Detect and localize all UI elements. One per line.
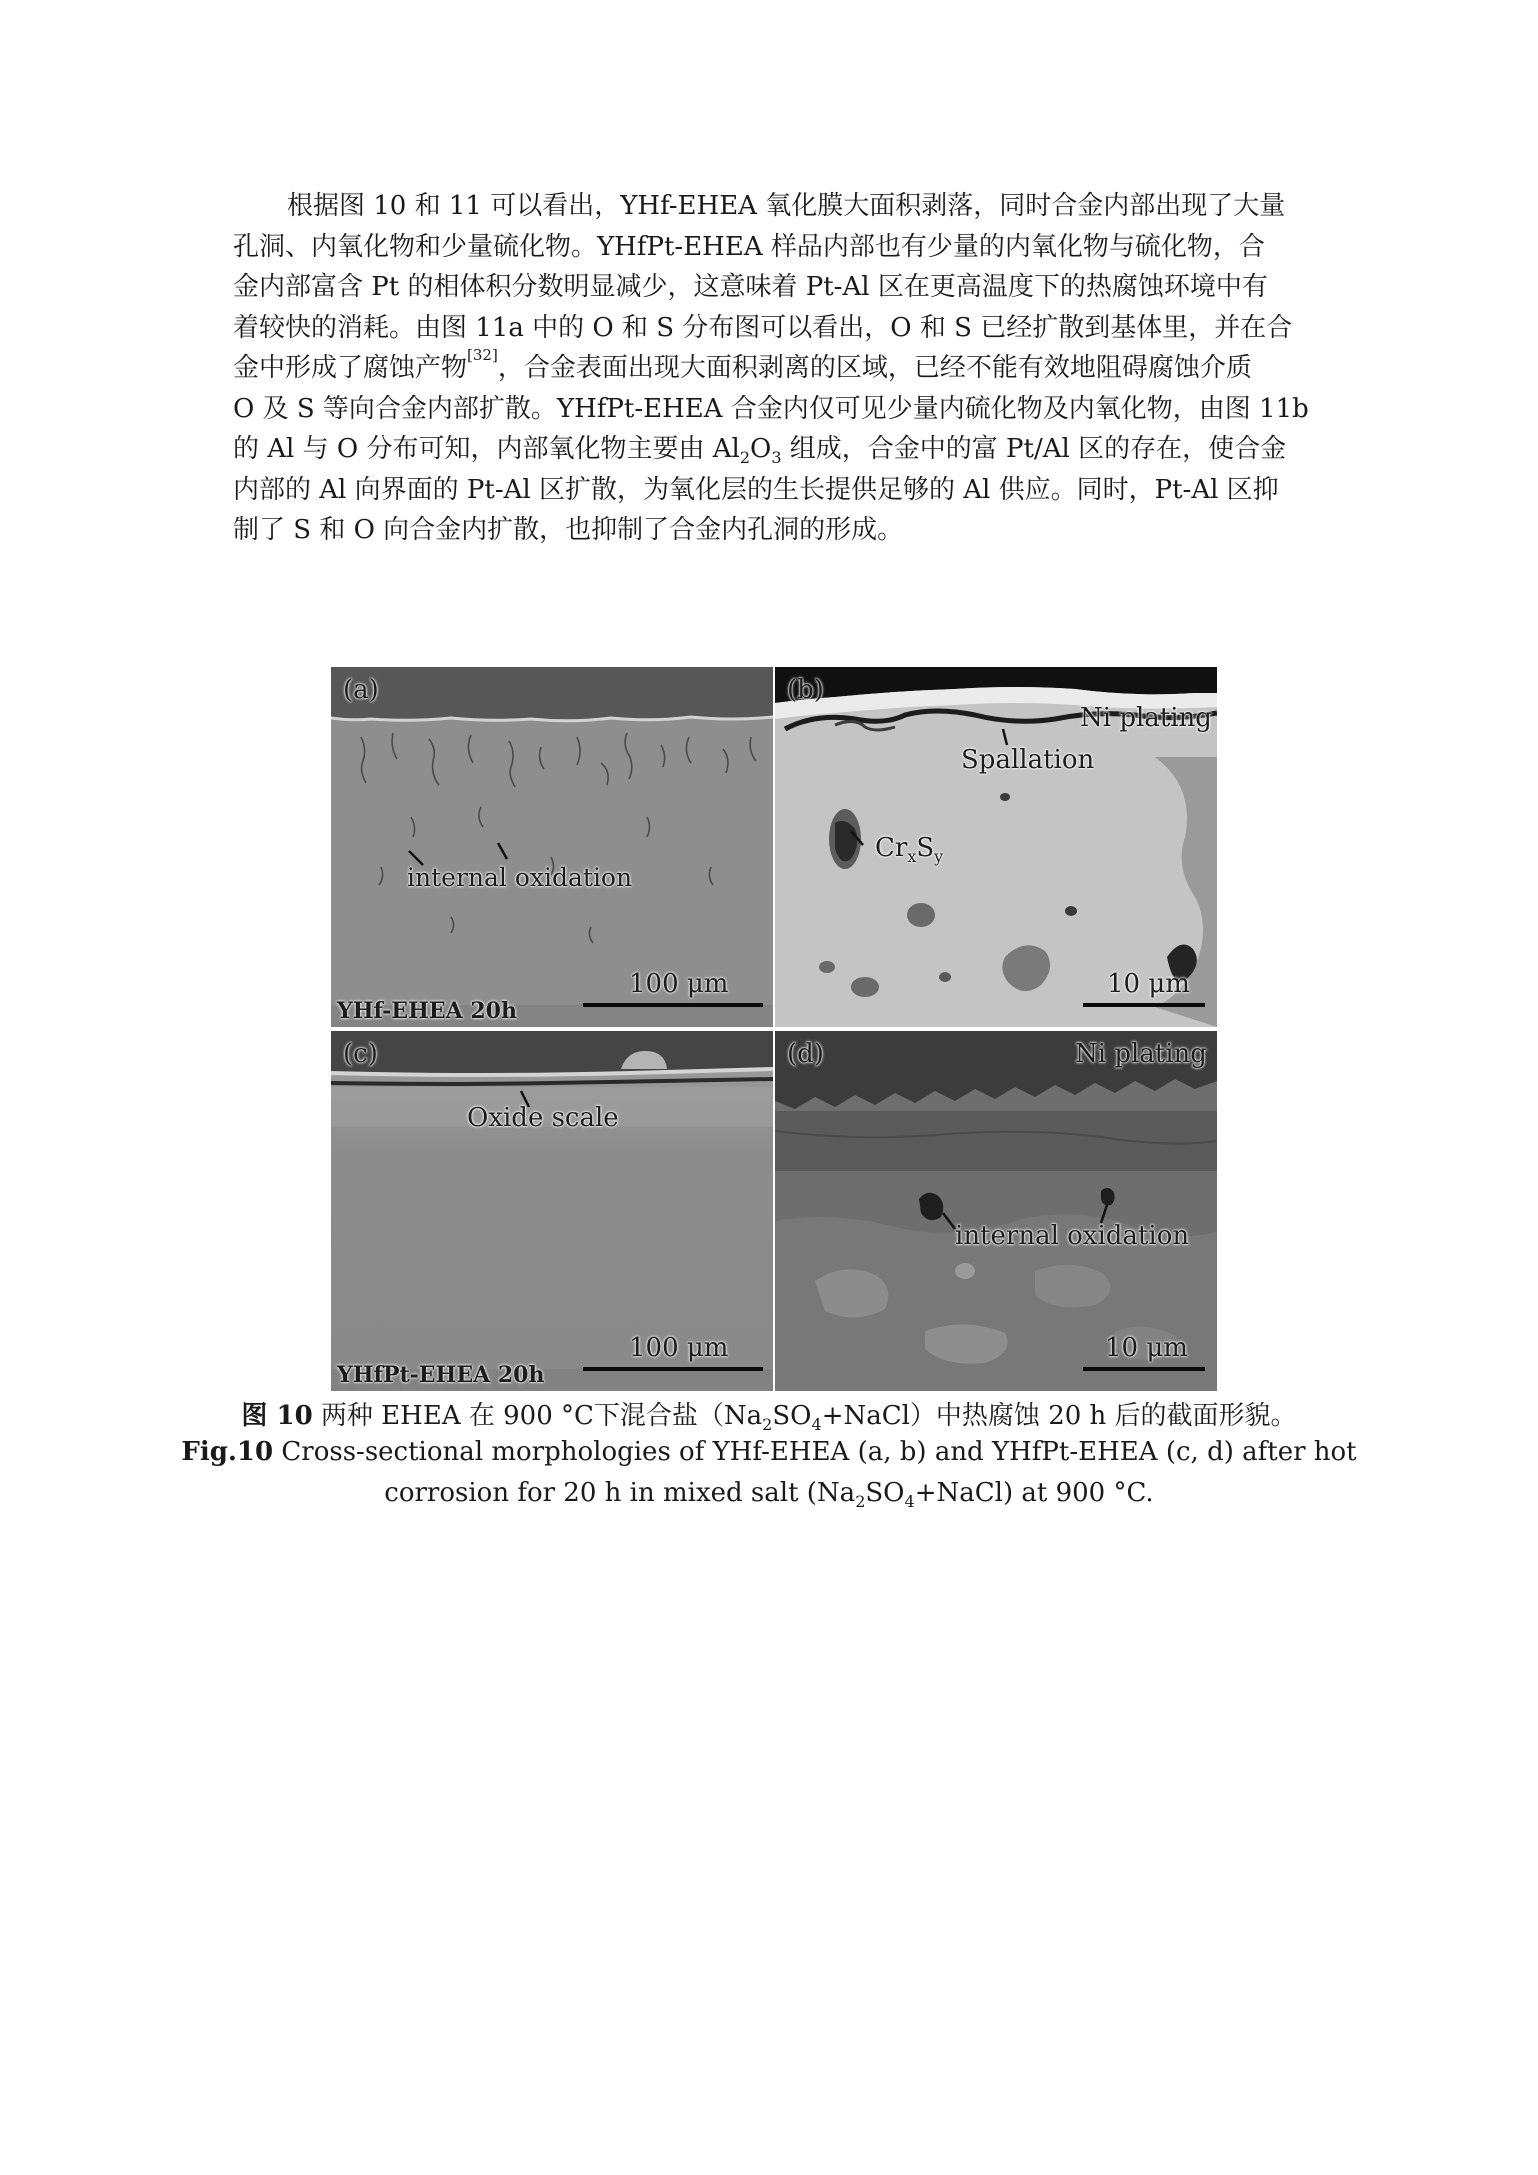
paragraph-line: 金内部富含 Pt 的相体积分数明显减少，这意味着 Pt-Al 区在更高温度下的热腐蚀环境中有 [233, 272, 1268, 302]
subscript: 2 [855, 1492, 866, 1512]
ni-plating-label: Ni plating [1075, 1039, 1207, 1069]
subscript: x [907, 847, 917, 867]
scale-bar-label: 100 μm [629, 969, 729, 999]
scale-bar-label: 100 μm [629, 1333, 729, 1363]
caption-text: SO [772, 1401, 812, 1431]
crs-text: S [916, 833, 935, 863]
figure-caption-en-line2 [0, 1478, 1538, 1510]
figure-caption-en [0, 1437, 1538, 1467]
panel-b [775, 667, 1217, 1027]
scale-bar [583, 1367, 763, 1371]
caption-text: Cross-sectional morphologies of YHf-EHEA (a, b) and YHfPt-EHEA (c, d) after hot [273, 1437, 1357, 1467]
sample-label: YHfPt-EHEA 20h [337, 1362, 545, 1388]
oxide-scale-label: Oxide scale [467, 1103, 619, 1133]
paragraph-line: 根据图 10 和 11 可以看出，YHf-EHEA 氧化膜大面积剥落，同时合金内部出现了大量 [287, 191, 1286, 221]
spallation-label: Spallation [961, 745, 1095, 775]
paragraph-line: 着较快的消耗。由图 11a 中的 O 和 S 分布图可以看出，O 和 S 已经扩散到基体里，并在合 [233, 312, 1293, 343]
caption-text: corrosion for 20 h in mixed salt (Na [384, 1478, 856, 1508]
line-text: 组成，合金中的富 Pt/Al 区的存在，使合金 [781, 434, 1287, 464]
paragraph-line: 制了 S 和 O 向合金内扩散，也抑制了合金内孔洞的形成。 [233, 515, 904, 545]
line-text: ，合金表面出现大面积剥离的区域，已经不能有效地阻碍腐蚀介质 [497, 353, 1252, 383]
subscript: 2 [762, 1415, 773, 1435]
subscript: 4 [811, 1415, 822, 1435]
caption-text: SO [865, 1478, 905, 1508]
subscript: 3 [771, 448, 782, 468]
subscript: y [934, 847, 944, 867]
paragraph-line: 孔洞、内氧化物和少量硫化物。YHfPt-EHEA 样品内部也有少量的内氧化物与硫化物，合 [233, 231, 1265, 262]
panel-d [775, 1031, 1217, 1391]
scale-bar [583, 1003, 763, 1007]
sample-label: YHf-EHEA 20h [337, 998, 517, 1024]
internal-oxidation-label: internal oxidation [955, 1221, 1190, 1251]
body-paragraph [233, 186, 1318, 551]
figure-caption-cn [0, 1395, 1538, 1433]
scale-bar-label: 10 μm [1105, 1333, 1188, 1363]
panel-c [331, 1031, 773, 1391]
line-text: 的 Al 与 O 分布可知，内部氧化物主要由 Al [233, 434, 740, 464]
scale-bar-label: 10 μm [1107, 969, 1190, 999]
panel-a [331, 667, 773, 1027]
panel-label: (c) [343, 1039, 378, 1069]
caption-text: 两种 EHEA 在 900 °C下混合盐（Na [312, 1401, 763, 1431]
crs-text: Cr [875, 833, 908, 863]
subscript: 4 [904, 1492, 915, 1512]
panel-label: (d) [787, 1039, 824, 1069]
caption-label: 图 10 [241, 1401, 313, 1431]
paragraph-line [233, 429, 1318, 470]
paragraph-line [233, 348, 1318, 389]
scale-bar [1083, 1003, 1205, 1007]
line-text: O [750, 434, 772, 464]
subscript: 2 [739, 448, 751, 468]
scale-bar [1083, 1367, 1205, 1371]
crs-label [875, 833, 943, 865]
caption-text: +NaCl) at 900 °C. [914, 1478, 1154, 1508]
paragraph-line: 内部的 Al 向界面的 Pt-Al 区扩散，为氧化层的生长提供足够的 Al 供应。同时，Pt-Al 区抑 [233, 474, 1279, 505]
panel-label: (b) [787, 675, 824, 705]
panel-label: (a) [343, 675, 379, 705]
sem-figure [331, 667, 1217, 1391]
internal-oxidation-label: internal oxidation [407, 863, 633, 892]
ni-plating-label: Ni plating [1080, 703, 1212, 733]
line-text: 金中形成了腐蚀产物 [233, 353, 468, 383]
caption-label: Fig.10 [181, 1437, 274, 1467]
caption-text: +NaCl）中热腐蚀 20 h 后的截面形貌。 [821, 1401, 1297, 1431]
paragraph-line: O 及 S 等向合金内部扩散。YHfPt-EHEA 合金内仅可见少量内硫化物及内氧化物，由图 11b [233, 393, 1309, 424]
reference-citation[interactable]: [32] [467, 346, 498, 364]
